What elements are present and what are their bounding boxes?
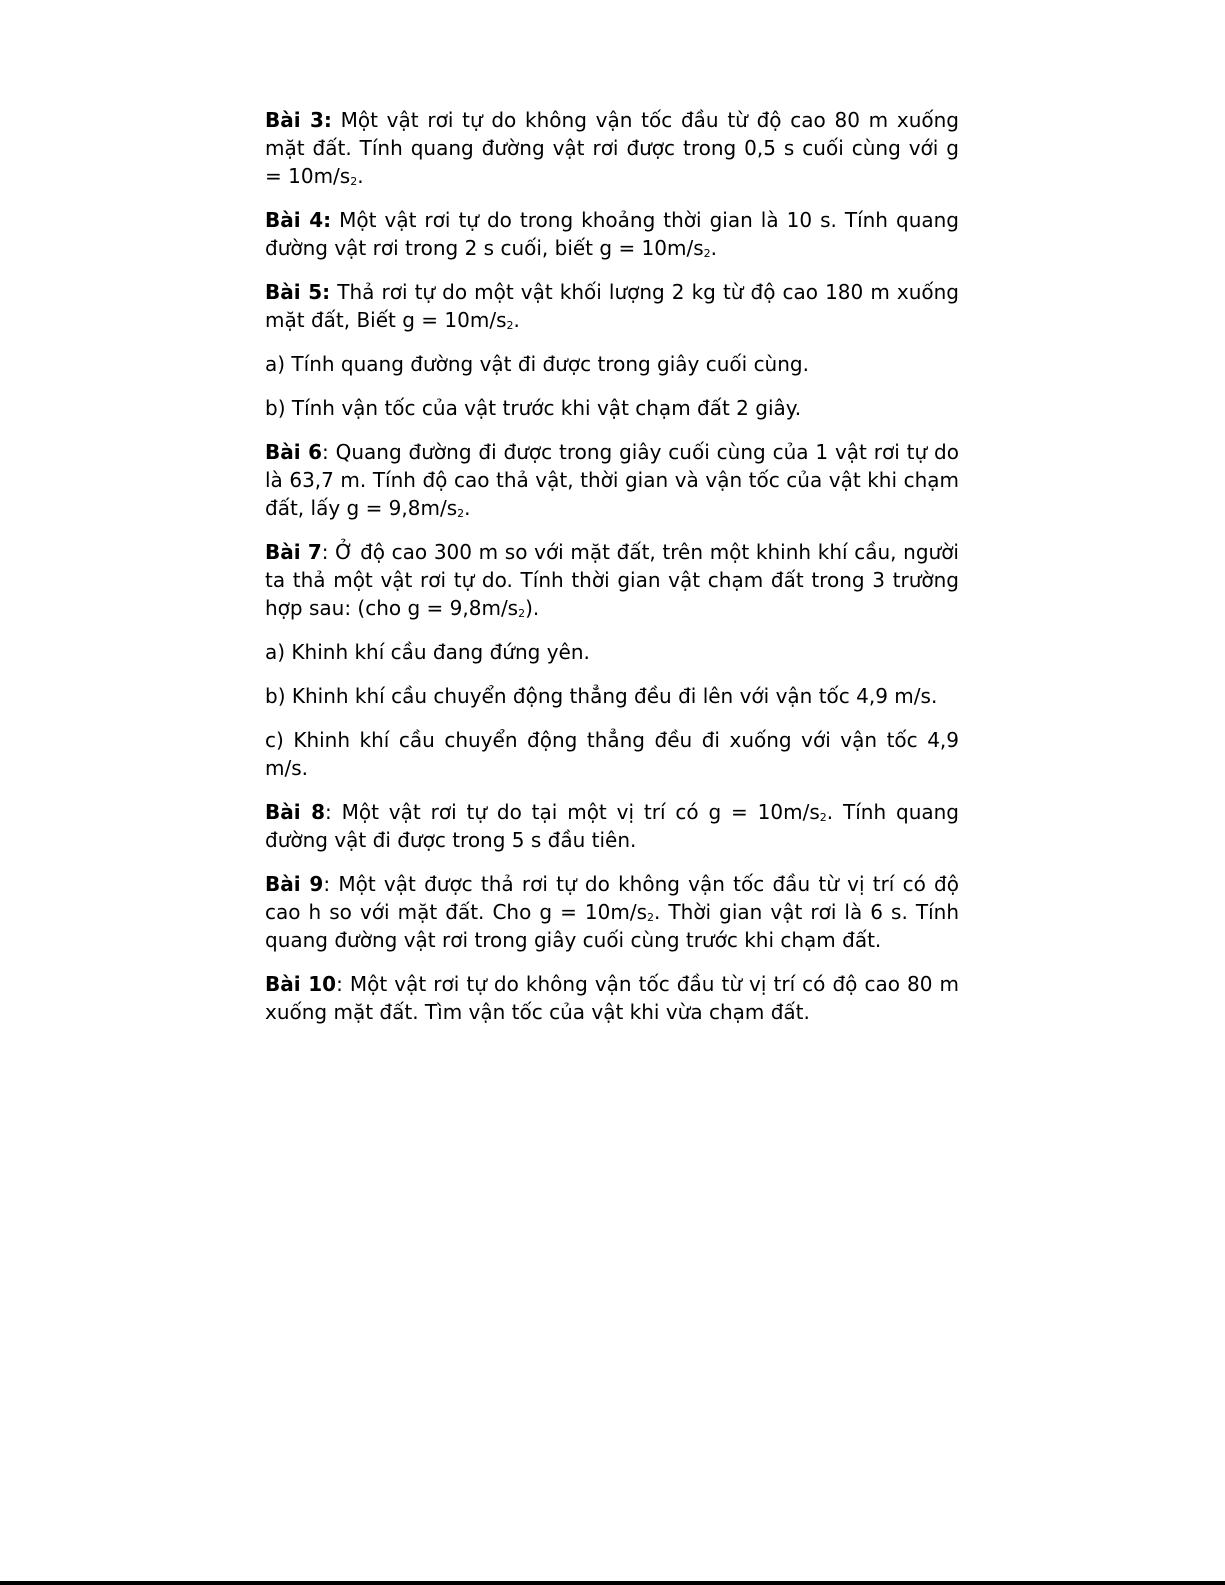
problem-5-part-b: b) Tính vận tốc của vật trước khi vật chạm đất 2 giây. bbox=[265, 396, 802, 420]
problem-8-text: : Một vật rơi tự do tại một vị trí có g = 10m/s bbox=[325, 800, 820, 824]
problem-3-tail: . bbox=[357, 164, 364, 188]
problem-4-text: Một vật rơi tự do trong khoảng thời gian là 10 s. Tính quang đường vật rơi trong 2 s cuối, biết g = 10m/s bbox=[265, 208, 959, 260]
problem-8-tail: . Tính quang đường vật đi được trong 5 s đầu tiên. bbox=[265, 800, 959, 852]
problem-6-text: : Quang đường đi được trong giây cuối cùng của 1 vật rơi tự do là 63,7 m. Tính độ cao thả vật, thời gian và vận tốc của vật khi chạm đất, lấy g = 9,8m/s bbox=[265, 440, 959, 520]
problem-6-label: Bài 6 bbox=[265, 440, 322, 464]
problem-5-text: Thả rơi tự do một vật khối lượng 2 kg từ độ cao 180 m xuống mặt đất, Biết g = 10m/s bbox=[265, 280, 959, 332]
problem-4-label: Bài 4: bbox=[265, 208, 332, 232]
problem-3-label: Bài 3: bbox=[265, 108, 332, 132]
problem-7-tail: ). bbox=[525, 596, 540, 620]
problem-4-subscript: 2 bbox=[703, 247, 711, 260]
problem-9-text: : Một vật được thả rơi tự do không vận tốc đầu từ vị trí có độ cao h so với mặt đất. Cho g = 10m/s bbox=[265, 872, 959, 924]
problem-8-label: Bài 8 bbox=[265, 800, 325, 824]
problem-7-part-a: a) Khinh khí cầu đang đứng yên. bbox=[265, 640, 590, 664]
problem-8 bbox=[265, 798, 959, 854]
problem-6-subscript: 2 bbox=[457, 507, 465, 520]
problem-7-part-c: c) Khinh khí cầu chuyển động thẳng đều đi xuống với vận tốc 4,9 m/s. bbox=[265, 728, 959, 780]
problem-10-label: Bài 10 bbox=[265, 972, 337, 996]
problem-6 bbox=[265, 438, 959, 522]
problem-7 bbox=[265, 538, 959, 622]
problem-10-text: : Một vật rơi tự do không vận tốc đầu từ vị trí có độ cao 80 m xuống mặt đất. Tìm vận tốc của vật khi vừa chạm đất. bbox=[265, 972, 959, 1024]
problem-5-tail: . bbox=[513, 308, 520, 332]
problem-3-text: Một vật rơi tự do không vận tốc đầu từ độ cao 80 m xuống mặt đất. Tính quang đường vật rơi được trong 0,5 s cuối cùng với g = 10m/s bbox=[265, 108, 959, 188]
problem-7-text: : Ở độ cao 300 m so với mặt đất, trên một khinh khí cầu, người ta thả một vật rơi tự do. Tính thời gian vật chạm đất trong 3 trường hợp sau: (cho g = 9,8m/s bbox=[265, 540, 959, 620]
problem-9 bbox=[265, 870, 959, 954]
problem-7-part-b: b) Khinh khí cầu chuyển động thẳng đều đi lên với vận tốc 4,9 m/s. bbox=[265, 684, 938, 708]
problem-3-subscript: 2 bbox=[350, 175, 358, 188]
problem-6-tail: . bbox=[464, 496, 471, 520]
problem-5-subscript: 2 bbox=[506, 319, 514, 332]
problem-7-subscript: 2 bbox=[518, 607, 526, 620]
problem-9-tail: . Thời gian vật rơi là 6 s. Tính quang đường vật rơi trong giây cuối cùng trước khi chạm đất. bbox=[265, 900, 959, 952]
problem-3 bbox=[265, 106, 959, 190]
problem-4 bbox=[265, 206, 959, 262]
problem-7-label: Bài 7 bbox=[265, 540, 322, 564]
problem-4-tail: . bbox=[710, 236, 718, 260]
problem-5-label: Bài 5: bbox=[265, 280, 331, 304]
problem-8-subscript: 2 bbox=[819, 811, 827, 824]
document-page bbox=[265, 106, 959, 1042]
page-bottom-border bbox=[0, 1581, 1225, 1585]
problem-5 bbox=[265, 278, 959, 334]
problem-9-label: Bài 9 bbox=[265, 872, 324, 896]
problem-10 bbox=[265, 970, 959, 1026]
problem-5-part-a: a) Tính quang đường vật đi được trong giây cuối cùng. bbox=[265, 352, 809, 376]
problem-9-subscript: 2 bbox=[647, 911, 655, 924]
